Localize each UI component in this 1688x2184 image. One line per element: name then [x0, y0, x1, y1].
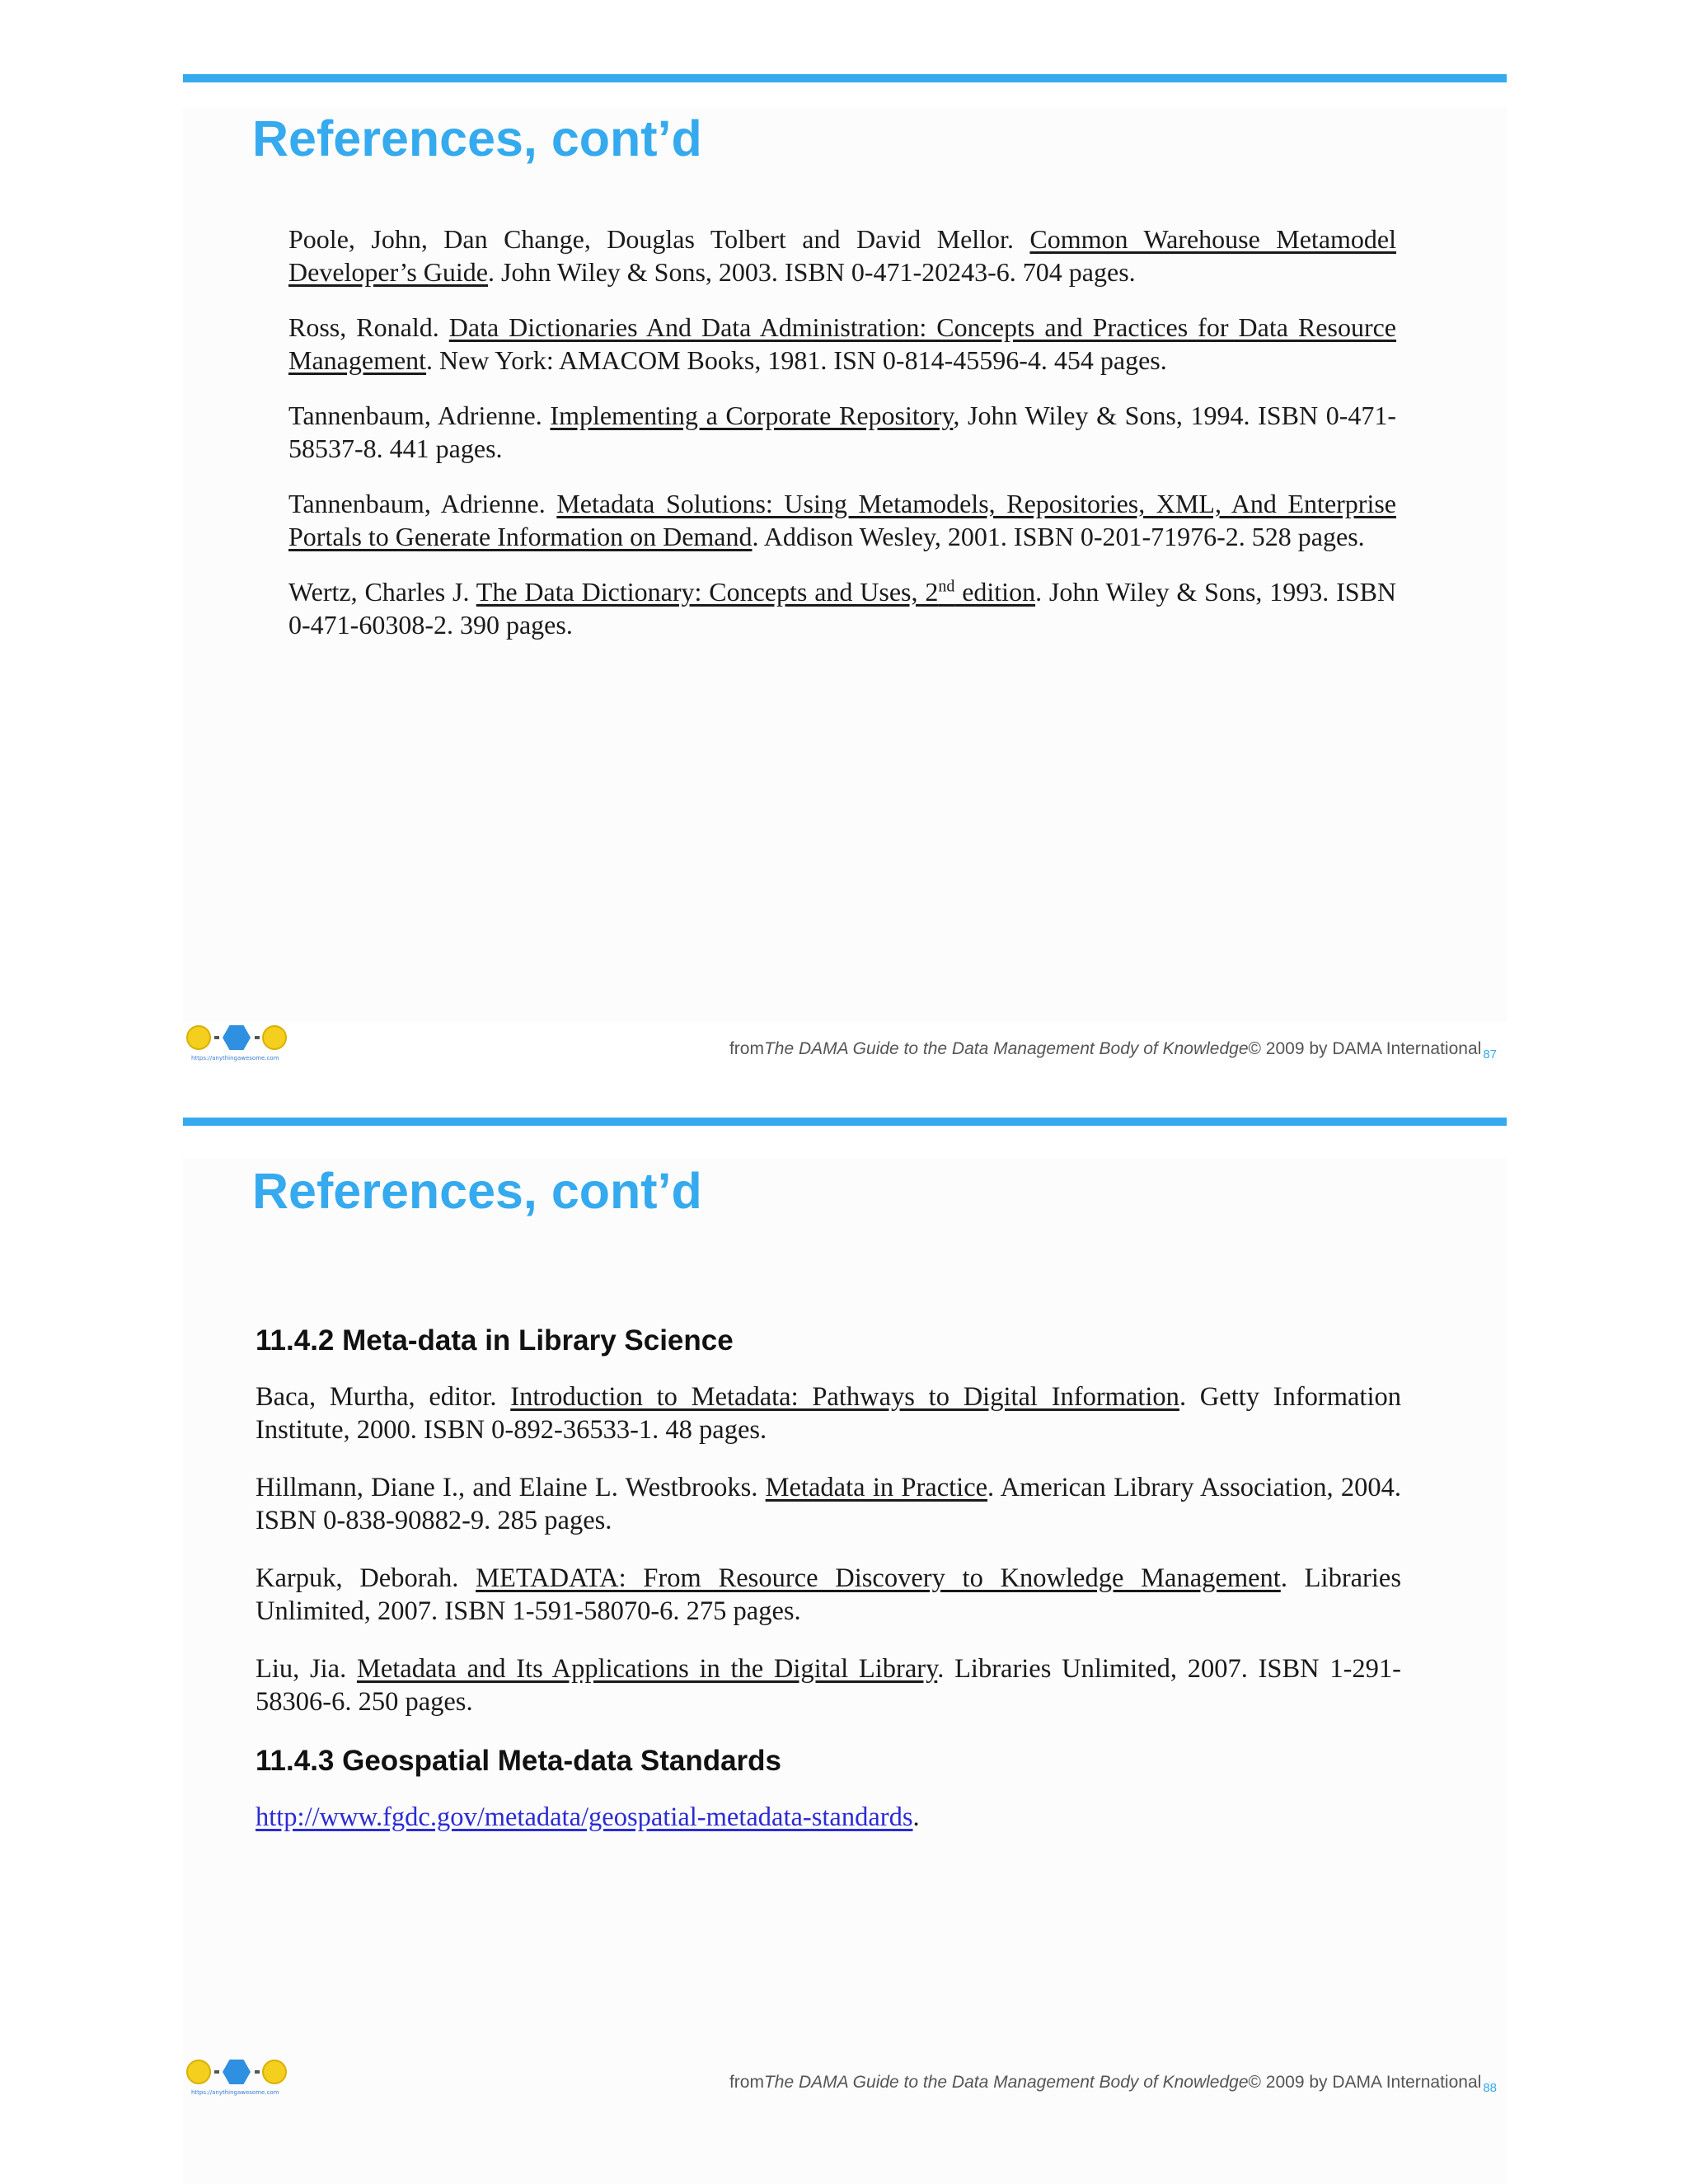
reference-item	[256, 1562, 1401, 1628]
slide-title: References, cont’d	[252, 110, 702, 166]
reference-details: . John Wiley & Sons, 1993. ISBN 0-471-60308-2. 390 pages.	[288, 577, 1397, 640]
hexagon-icon	[223, 2060, 251, 2084]
ordinal-suffix: nd	[938, 577, 955, 596]
logo-url: https://anythingawesome.com	[191, 2089, 279, 2096]
link-suffix: .	[912, 1802, 920, 1832]
plus-icon	[214, 2070, 219, 2074]
reference-book-title	[476, 577, 1035, 607]
reference-authors: Karpuk, Deborah.	[256, 1563, 476, 1593]
footer-book-title: The DAMA Guide to the Data Management Body of Knowledge	[763, 1039, 1249, 1058]
reference-list	[256, 1323, 1401, 1834]
reference-book-title-end: edition	[954, 577, 1036, 607]
slide-title: References, cont’d	[252, 1163, 702, 1219]
reference-book-title: Implementing a Corporate Repository	[550, 401, 954, 430]
section-heading: 11.4.2 Meta-data in Library Science	[256, 1324, 734, 1357]
plus-icon	[214, 1036, 219, 1039]
fgdc-metadata-link[interactable]: http://www.fgdc.gov/metadata/geospatial-metadata-standards	[256, 1802, 913, 1832]
reference-book-title: Metadata and Its Applications in the Digital Library	[356, 1654, 938, 1684]
page-number: 88	[1483, 2081, 1497, 2095]
logo-url: https://anythingawesome.com	[191, 1055, 279, 1062]
reference-item	[288, 575, 1396, 641]
slide-top-rule	[183, 74, 1507, 82]
reference-details: . John Wiley & Sons, 2003. ISBN 0-471-20243-6. 704 pages.	[488, 257, 1136, 287]
reference-book-title: METADATA: From Resource Discovery to Knowledge Management	[476, 1563, 1281, 1593]
reference-item	[288, 223, 1396, 288]
footer-book-title: The DAMA Guide to the Data Management Body of Knowledge	[763, 2073, 1249, 2092]
reference-item	[256, 1380, 1401, 1446]
page-number: 87	[1483, 1047, 1497, 1062]
slide-88	[0, 1043, 1688, 2184]
coin-icon	[186, 2060, 211, 2084]
slide-footer	[729, 2073, 1497, 2093]
link-paragraph	[256, 1801, 1401, 1834]
footer-from: from	[729, 2073, 764, 2092]
reference-item	[288, 487, 1396, 553]
reference-details: . Libraries Unlimited, 2007. ISBN 1-591-58070-6. 275 pages.	[256, 1563, 1401, 1626]
slide-top-rule	[183, 1118, 1507, 1126]
reference-authors: Tannenbaum, Adrienne.	[288, 489, 557, 518]
reference-authors: Liu, Jia.	[256, 1654, 357, 1684]
reference-authors: Baca, Murtha, editor.	[256, 1382, 511, 1412]
brand-logo	[185, 2056, 292, 2102]
reference-authors: Poole, John, Dan Change, Douglas Tolbert and David Mellor.	[288, 224, 1030, 254]
reference-authors: Ross, Ronald.	[288, 312, 449, 342]
reference-authors: Tannenbaum, Adrienne.	[288, 401, 551, 430]
reference-details: , John Wiley & Sons, 1994. ISBN 0-471-58537-8. 441 pages.	[288, 401, 1397, 463]
reference-book-title: Introduction to Metadata: Pathways to Digital Information	[510, 1382, 1179, 1412]
coin-icon	[262, 2060, 287, 2084]
section-heading: 11.4.3 Geospatial Meta-data Standards	[256, 1745, 782, 1777]
reference-item	[288, 311, 1396, 377]
reference-book-title: Metadata Solutions: Using Metamodels, Repositories, XML, And Enterprise Portals to Generate Information on Demand	[288, 489, 1397, 551]
equals-icon	[255, 1036, 260, 1039]
reference-book-title: Common Warehouse Metamodel Developer’s Guide	[288, 224, 1397, 287]
reference-book-title: Data Dictionaries And Data Administration: Concepts and Practices for Data Resource Management	[288, 312, 1397, 375]
reference-book-title: Metadata in Practice	[765, 1473, 988, 1502]
reference-book-title-main: The Data Dictionary: Concepts and Uses, 2	[476, 577, 939, 607]
reference-details: . Libraries Unlimited, 2007. ISBN 1-291-58306-6. 250 pages.	[256, 1654, 1401, 1717]
reference-item	[288, 399, 1396, 465]
equals-icon	[255, 2070, 260, 2074]
reference-details: . Getty Information Institute, 2000. ISBN 0-892-36533-1. 48 pages.	[256, 1382, 1401, 1445]
footer-copyright: © 2009 by DAMA International	[1248, 2073, 1482, 2092]
footer-from: from	[729, 1039, 764, 1058]
reference-item	[256, 1471, 1401, 1537]
reference-list	[288, 223, 1396, 663]
reference-authors: Hillmann, Diane I., and Elaine L. Westbrooks.	[256, 1473, 766, 1502]
reference-details: . New York: AMACOM Books, 1981. ISN 0-814-45596-4. 454 pages.	[426, 345, 1167, 375]
reference-authors: Wertz, Charles J.	[288, 577, 476, 607]
reference-item	[256, 1652, 1401, 1718]
footer-copyright: © 2009 by DAMA International	[1248, 1039, 1482, 1058]
reference-details: . Addison Wesley, 2001. ISBN 0-201-71976-2. 528 pages.	[752, 522, 1365, 551]
reference-details: . American Library Association, 2004. ISBN 0-838-90882-9. 285 pages.	[256, 1473, 1401, 1535]
